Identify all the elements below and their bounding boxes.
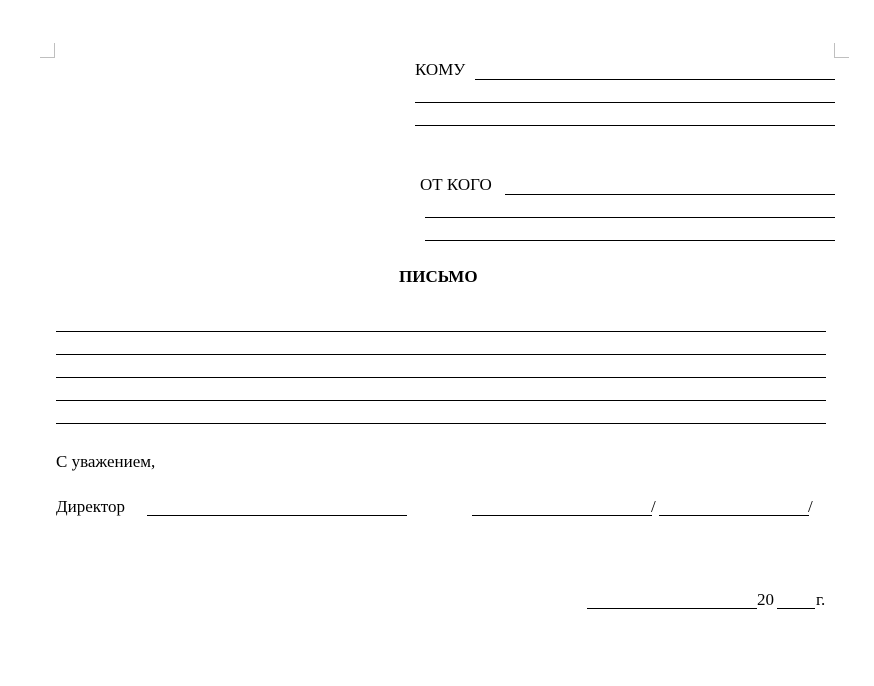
to-field-line-2[interactable] xyxy=(415,102,835,103)
body-line-3[interactable] xyxy=(56,377,826,378)
body-line-5[interactable] xyxy=(56,423,826,424)
name-line[interactable] xyxy=(659,515,809,516)
date-day-month-line[interactable] xyxy=(587,608,757,609)
from-field-line-3[interactable] xyxy=(425,240,835,241)
from-field-line-2[interactable] xyxy=(425,217,835,218)
body-line-4[interactable] xyxy=(56,400,826,401)
to-field-line-3[interactable] xyxy=(415,125,835,126)
from-label: ОТ КОГО xyxy=(420,175,492,194)
date-century: 20 xyxy=(757,590,774,609)
document-title: ПИСЬМО xyxy=(399,267,478,286)
signature-line[interactable] xyxy=(472,515,652,516)
body-line-1[interactable] xyxy=(56,331,826,332)
body-line-2[interactable] xyxy=(56,354,826,355)
from-field-line-1[interactable] xyxy=(505,194,835,195)
to-field-line-1[interactable] xyxy=(475,79,835,80)
signature-slash-2: / xyxy=(808,497,813,516)
to-label: КОМУ xyxy=(415,60,466,79)
page-corner-mark-top-right xyxy=(834,43,849,58)
page-corner-mark-top-left xyxy=(40,43,55,58)
signature-slash-1: / xyxy=(651,497,656,516)
position-signature-line[interactable] xyxy=(147,515,407,516)
date-year-line[interactable] xyxy=(777,608,815,609)
position-label: Директор xyxy=(56,497,125,516)
closing-regards: С уважением, xyxy=(56,452,156,471)
date-year-suffix: г. xyxy=(816,590,826,609)
